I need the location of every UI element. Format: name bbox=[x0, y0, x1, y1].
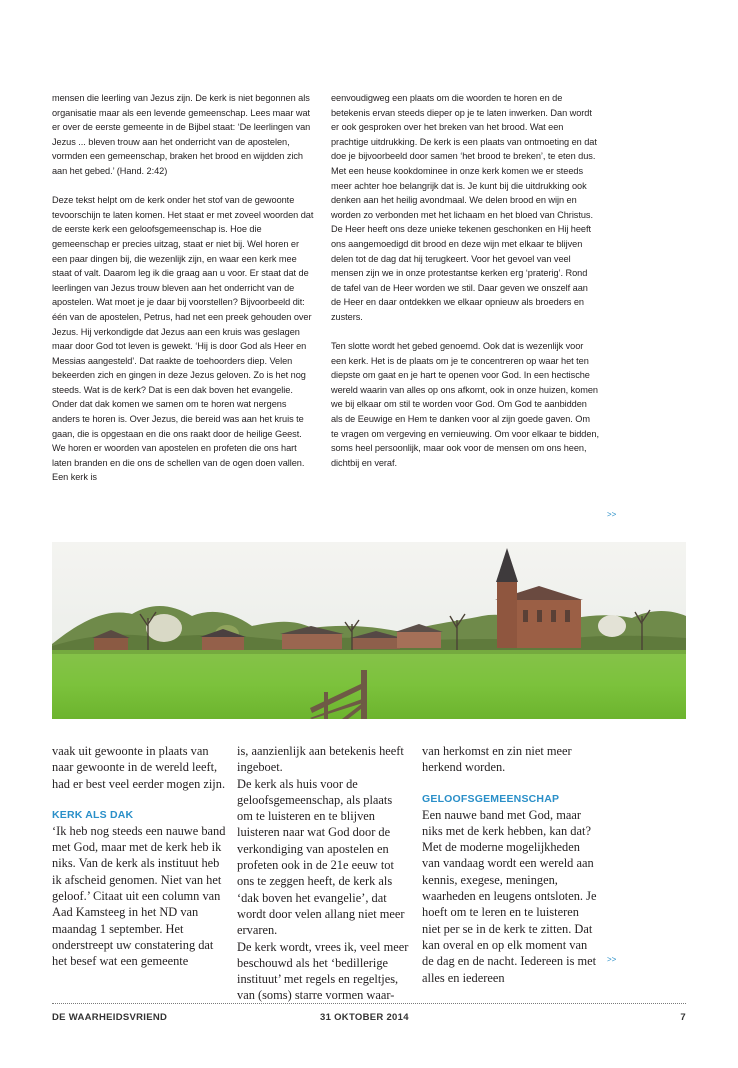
paragraph: vaak uit gewoonte in plaats van naar gewoonte in de wereld leeft, had er best veel eerder mogen zijn. bbox=[52, 744, 226, 791]
top-column-2 bbox=[331, 91, 599, 485]
continue-marker: >> bbox=[607, 955, 617, 964]
paragraph: De kerk als huis voor de geloofsgemeenschap, als plaats om te luisteren en te blijven luisteren naar wat God door de verkondiging van apostelen en profeten ook in de 21e eeuw tot ons te zeggen heeft, de kerk als ‘dak boven het evangelie’, dat wordt door velen allang niet meer ervaren. bbox=[237, 776, 405, 938]
bottom-column-3 bbox=[422, 743, 598, 986]
footer-divider bbox=[52, 1003, 686, 1004]
paragraph: eenvoudigweg een plaats om die woorden te horen en de betekenis ervan steeds dieper op je te laten inwerken. Dan wordt er ook gesproken over het breken van het brood. Wat een prachtige uitdrukking. De kerk is een plaats van ontmoeting en dat doe je bijvoorbeeld door samen ‘het brood te breken’, te eten dus. Met een heuse kookdominee in onze kerk komen we er steeds meer achter hoe belangrijk dat is. Je kunt bij die uitdrukking ook denken aan het heilig avondmaal. We delen brood en wijn en worden zo verbonden met het lichaam en het bloed van Christus. De Heer heeft ons deze unieke tekenen geschonken en Hij heeft ons aangemoedigd dit brood en deze wijn met elkaar te blijven delen tot de dag dat hij terugkeert. Voor het gevoel van veel mensen zijn we in onze protestantse kerken erg ‘praterig’. Rond de tafel van de Heer worden we stil. Daar geven we onszelf aan de Heer en daar ontdekken we elkaar opnieuw als broeders en zusters. bbox=[331, 93, 597, 322]
paragraph: Deze tekst helpt om de kerk onder het stof van de gewoonte tevoorschijn te laten komen. Het staat er met zoveel woorden dat de eerste kerk een geloofsgemeenschap is. Hoe die gemeenschap er precies uitzag, staat er niet bij. Wel horen er een paar dingen bij, die wezenlijk zijn, en waar een kerk mee staat of valt. Daarom leg ik die graag aan u voor. Er staat dat de leerlingen van Jezus trouw bleven aan het onderricht van de apostelen. Wat moet je je daar bij voorstellen? Bijvoorbeeld dit: één van de apostelen, Petrus, had net een preek gehouden over Jezus. Hij verkondigde dat Jezus aan een kruis was geslagen maar door God tot leven is gewekt. ‘Hij is door God als Heer en Messias aangesteld’. Dat raakte de toehoorders diep. Velen bekeerden zich en gingen in deze Jezus geloven. Zo is het nog steeds. Wat is de kerk? Dat is een dak boven het evangelie. Onder dat dak komen we samen om te horen wat nergens anders te horen is. Over Jezus, die bereid was aan het kruis te gaan, die is opgestaan en die ons raakt door de heilige Geest. We horen er woorden van apostelen en profeten die ons hart laten branden en die ons de schellen van de ogen doen vallen. Een kerk is bbox=[52, 195, 314, 483]
section-heading: GELOOFSGEMEENSCHAP bbox=[422, 792, 560, 805]
section-heading: KERK ALS DAK bbox=[52, 808, 134, 821]
continue-marker: >> bbox=[607, 510, 617, 519]
paragraph: ‘Ik heb nog steeds een nauwe band met God, maar met de kerk heb ik niks. Van de kerk als instituut heb ik afscheid genomen. Niet van het geloof.’ Citaat uit een column van Aad Kamsteeg in het ND van maandag 1 september. Het onderstreept uw constatering dat het besef wat een gemeente bbox=[52, 823, 226, 969]
bottom-column-1 bbox=[52, 743, 230, 970]
paragraph: De kerk wordt, vrees ik, veel meer beschouwd als het ‘bedillerige instituut’ met regels en regeltjes, van (soms) starre vormen waar- bbox=[237, 939, 409, 1003]
paragraph: Ten slotte wordt het gebed genoemd. Ook dat is wezenlijk voor een kerk. Het is de plaats om je te concentreren op waar het ten diepste om gaat en je hart te openen voor God. In een hectische wereld waarin van alles op ons afkomt, ook in onze huizen, komen we bij elkaar om stil te worden voor God. Om God te aanbidden als de Eeuwige en Hem te danken voor al zijn goede gaven. Om te vragen om vergeving en vernieuwing. Om voor elkaar te bidden, soms heel persoonlijk, maar ook voor de mensen om ons heen, dichtbij en veraf. bbox=[331, 341, 599, 468]
issue-date: 31 OKTOBER 2014 bbox=[320, 1012, 409, 1023]
bottom-column-2 bbox=[237, 743, 411, 1004]
paragraph: mensen die leerling van Jezus zijn. De kerk is niet begonnen als organisatie maar als een levende gemeenschap. Lees maar wat er over de eerste gemeente in de Bijbel staat: ‘De leerlingen van Jezus ... bleven trouw aan het onderricht van de apostelen, vormden een gemeenschap, braken het brood en wijdden zich aan het gebed.’ (Hand. 2:42) bbox=[52, 93, 311, 176]
paragraph: is, aanzienlijk aan betekenis heeft ingeboet. bbox=[237, 744, 404, 775]
page-number: 7 bbox=[680, 1012, 686, 1023]
paragraph: van herkomst en zin niet meer herkend worden. bbox=[422, 744, 572, 775]
paragraph: Een nauwe band met God, maar niks met de kerk hebben, kan dat? Met de moderne mogelijkheden van vandaag wordt een wereld aan kennis, exegese, meningen, waarheden en leugens ontsloten. Je hoeft om te leren en te luisteren niet per se in de kerk te zitten. Dat kan overal en op elk moment van de dag en de nacht. Iedereen is met alles en iedereen bbox=[422, 807, 597, 985]
magazine-name: DE WAARHEIDSVRIEND bbox=[52, 1012, 168, 1023]
meadow bbox=[52, 650, 686, 719]
landscape-photo bbox=[52, 542, 686, 719]
top-column-1 bbox=[52, 91, 314, 500]
